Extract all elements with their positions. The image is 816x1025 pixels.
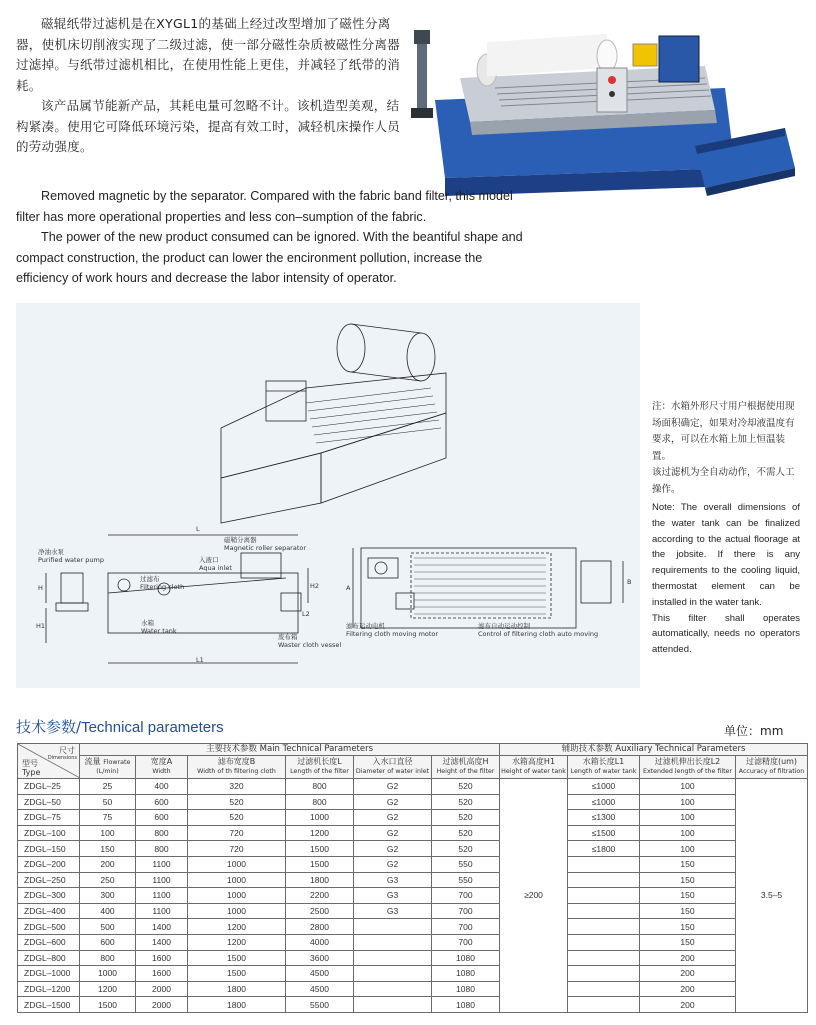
cell-l2: 100 [640, 779, 736, 795]
unit-label: 单位：mm [724, 724, 784, 738]
cell-l: 1000 [286, 810, 354, 826]
cell-h: 550 [432, 856, 500, 872]
cell-a: 1100 [136, 856, 188, 872]
cell-type: ZDGL–300 [18, 888, 80, 904]
table-row [18, 997, 808, 1013]
cell-l: 4500 [286, 981, 354, 997]
cell-h: 520 [432, 825, 500, 841]
dim-L1-label: L1 [196, 656, 204, 664]
table-row [18, 825, 808, 841]
cell-a: 800 [136, 825, 188, 841]
column-header: 过滤精度(um) Accuracy of filtration [736, 755, 808, 778]
table-row [18, 841, 808, 857]
table-row [18, 966, 808, 982]
note-chinese [652, 399, 802, 498]
main-params-header: 主要技术参数 Main Technical Parameters [80, 744, 500, 756]
cell-l1: ≤1000 [568, 779, 640, 795]
cell-inlet [354, 981, 432, 997]
note-en-1: Note: The overall dimensions of the water tank can be finalized according to the actual floorage at the jobsite. If there is any requirements to the cooling liquid, thermostat element can be installed in the water tank. [652, 502, 800, 608]
cell-l: 4500 [286, 966, 354, 982]
dim-H1-label: H1 [36, 622, 46, 630]
cell-b: 1500 [188, 966, 286, 982]
dim-L-label: L [196, 525, 200, 533]
cell-l1: ≤1300 [568, 810, 640, 826]
cell-l2: 150 [640, 856, 736, 872]
cell-l: 800 [286, 779, 354, 795]
cell-h: 520 [432, 794, 500, 810]
cell-l: 1500 [286, 841, 354, 857]
cell-flow: 50 [80, 794, 136, 810]
cell-b: 720 [188, 825, 286, 841]
technical-drawing-panel [16, 303, 640, 688]
cell-flow: 800 [80, 950, 136, 966]
cell-l2: 150 [640, 888, 736, 904]
cell-b: 1000 [188, 888, 286, 904]
column-header: 水箱长度L1 Length of water tank [568, 755, 640, 778]
table-row [18, 888, 808, 904]
table-row [18, 919, 808, 935]
cell-flow: 1200 [80, 981, 136, 997]
dim-H2-label: H2 [310, 582, 320, 590]
cell-flow: 75 [80, 810, 136, 826]
section-title: 技术参数/Technical parameters [16, 718, 224, 736]
cell-inlet [354, 950, 432, 966]
cell-h1-merged: ≥200 [500, 779, 568, 1013]
cell-l2: 100 [640, 825, 736, 841]
cell-type: ZDGL–1000 [18, 966, 80, 982]
cell-b: 720 [188, 841, 286, 857]
cell-inlet: G2 [354, 841, 432, 857]
cell-type: ZDGL–400 [18, 903, 80, 919]
cell-h: 1080 [432, 950, 500, 966]
dim-B-label: B [627, 578, 632, 586]
intro-cn-paragraph-2: 该产品属节能新产品，其耗电量可忽略不计。该机造型美观，结构紧凑。使用它可降低环境污染，提高有效工时，减轻机床操作人员的劳动强度。 [16, 98, 401, 154]
table-row [18, 810, 808, 826]
cell-inlet [354, 919, 432, 935]
note-cn-1: 注：水箱外形尺寸用户根据使用现场面积确定，如果对冷却液温度有要求，可以在水箱上加上恒温装置。 [652, 401, 795, 462]
cell-inlet: G3 [354, 888, 432, 904]
cell-flow: 25 [80, 779, 136, 795]
cell-h: 700 [432, 888, 500, 904]
separator-label: 磁鞘分离器 Magnetic roller separator [224, 536, 307, 552]
cell-flow: 250 [80, 872, 136, 888]
tank-label: 水箱 Water tank [141, 619, 177, 635]
cell-l: 2200 [286, 888, 354, 904]
cell-a: 2000 [136, 981, 188, 997]
cell-l: 2800 [286, 919, 354, 935]
cell-l: 800 [286, 794, 354, 810]
cell-b: 520 [188, 794, 286, 810]
cell-l: 3600 [286, 950, 354, 966]
inlet-label: 入液口 Aqua inlet [199, 556, 232, 572]
dim-H-label: H [38, 584, 43, 592]
cell-l1: ≤1500 [568, 825, 640, 841]
cell-a: 400 [136, 779, 188, 795]
cell-l1: ≤1800 [568, 841, 640, 857]
cell-b: 520 [188, 810, 286, 826]
note-en-2: This filter shall operates automatically, needs no operators attended. [652, 612, 800, 656]
vessel-label: 废布箱 Waster cloth vessel [278, 633, 342, 649]
table-row [18, 981, 808, 997]
cell-flow: 1500 [80, 997, 136, 1013]
cell-inlet: G2 [354, 825, 432, 841]
intro-en-paragraph-2: The power of the new product consumed can be ignored. With the beantiful shape and compact construction, the product can lower the encironment pollution, increase the efficiency of work hours and decrease the labor intensity of operator. [16, 230, 523, 285]
column-header: 过滤机高度H Height of the filter [432, 755, 500, 778]
cell-accuracy-merged: 3.5–5 [736, 779, 808, 1013]
cell-l2: 150 [640, 872, 736, 888]
cell-a: 1100 [136, 888, 188, 904]
cell-flow: 300 [80, 888, 136, 904]
cell-type: ZDGL–1200 [18, 981, 80, 997]
cell-b: 1000 [188, 856, 286, 872]
cell-h: 520 [432, 779, 500, 795]
cell-l2: 200 [640, 966, 736, 982]
cell-l2: 200 [640, 981, 736, 997]
intro-en-paragraph-1: Removed magnetic by the separator. Compared with the fabric band filter, this model filter has more operational properties and less con–sumption of the fabric. [16, 189, 513, 224]
cell-h: 550 [432, 872, 500, 888]
cell-l: 1200 [286, 825, 354, 841]
note-english [652, 500, 800, 658]
cell-inlet [354, 966, 432, 982]
cell-l: 1500 [286, 856, 354, 872]
cell-l2: 200 [640, 950, 736, 966]
cell-l1 [568, 950, 640, 966]
cell-flow: 400 [80, 903, 136, 919]
column-header: 滤布宽度B Width of th filtering cloth [188, 755, 286, 778]
column-header: 流量 Flowrate (L/min) [80, 755, 136, 778]
cell-inlet: G2 [354, 794, 432, 810]
dim-A-label: A [346, 584, 351, 592]
cell-inlet [354, 934, 432, 950]
cell-type: ZDGL–600 [18, 934, 80, 950]
cell-l2: 150 [640, 919, 736, 935]
cell-b: 1500 [188, 950, 286, 966]
table-row [18, 779, 808, 795]
cell-a: 1600 [136, 966, 188, 982]
corner-header: 尺寸 Dimensions 型号 Type [18, 744, 80, 779]
table-row [18, 872, 808, 888]
cell-flow: 100 [80, 825, 136, 841]
cell-type: ZDGL–150 [18, 841, 80, 857]
cell-type: ZDGL–50 [18, 794, 80, 810]
cell-a: 1400 [136, 934, 188, 950]
cell-inlet: G2 [354, 779, 432, 795]
cell-l2: 200 [640, 997, 736, 1013]
cell-h: 520 [432, 841, 500, 857]
table-row [18, 794, 808, 810]
cloth-label: 过滤布 Filtering cloth [140, 575, 185, 591]
dim-L2-label: L2 [302, 610, 310, 618]
cell-l1: ≤1000 [568, 794, 640, 810]
cell-type: ZDGL–1500 [18, 997, 80, 1013]
cell-b: 320 [188, 779, 286, 795]
cell-l: 1800 [286, 872, 354, 888]
cell-a: 800 [136, 841, 188, 857]
cell-inlet [354, 997, 432, 1013]
cell-type: ZDGL–75 [18, 810, 80, 826]
intro-english [16, 186, 536, 289]
cell-l1 [568, 888, 640, 904]
cell-b: 1000 [188, 903, 286, 919]
cell-l1 [568, 903, 640, 919]
cell-l2: 100 [640, 810, 736, 826]
table-row [18, 903, 808, 919]
pump-label: 净油水泵 Purified water pump [38, 548, 104, 564]
cell-inlet: G3 [354, 903, 432, 919]
cell-inlet: G2 [354, 856, 432, 872]
cell-flow: 1000 [80, 966, 136, 982]
cell-l1 [568, 997, 640, 1013]
cell-b: 1200 [188, 919, 286, 935]
cell-flow: 200 [80, 856, 136, 872]
cell-l2: 100 [640, 841, 736, 857]
cell-l1 [568, 919, 640, 935]
cell-l2: 150 [640, 903, 736, 919]
cell-l2: 150 [640, 934, 736, 950]
note-cn-2: 该过滤机为全自动动作，不需人工操作。 [652, 467, 795, 495]
column-header: 水箱高度H1 Height of water tank [500, 755, 568, 778]
cell-type: ZDGL–200 [18, 856, 80, 872]
aux-params-header: 辅助技术参数 Auxiliary Technical Parameters [500, 744, 808, 756]
cell-a: 1400 [136, 919, 188, 935]
intro-cn-paragraph-1: 磁辊纸带过滤机是在XYGL1的基础上经过改型增加了磁性分离器，使机床切削液实现了二级过滤，使一部分磁性杂质被磁性分离器过滤掉。与纸带过滤机相比，在使用性能上更佳，并减轻了纸带的消耗。 [16, 16, 401, 93]
cell-inlet: G3 [354, 872, 432, 888]
cell-h: 700 [432, 919, 500, 935]
control-label: 滤布自动运动控制 Control of filtering cloth auto moving [478, 622, 599, 638]
motor-label: 滤布运动电机 Filtering cloth moving motor [346, 622, 439, 638]
cell-h: 700 [432, 903, 500, 919]
cell-b: 1800 [188, 981, 286, 997]
table-row [18, 934, 808, 950]
cell-b: 1200 [188, 934, 286, 950]
column-header: 入水口直径 Diameter of water inlet [354, 755, 432, 778]
cell-type: ZDGL–250 [18, 872, 80, 888]
cell-l1 [568, 966, 640, 982]
cell-l1 [568, 981, 640, 997]
cell-l: 2500 [286, 903, 354, 919]
table-row [18, 856, 808, 872]
intro-chinese [16, 14, 404, 158]
cell-l1 [568, 856, 640, 872]
table-row [18, 950, 808, 966]
cell-a: 2000 [136, 997, 188, 1013]
cell-a: 1600 [136, 950, 188, 966]
cell-a: 600 [136, 794, 188, 810]
cell-type: ZDGL–500 [18, 919, 80, 935]
cell-a: 1100 [136, 903, 188, 919]
cell-a: 1100 [136, 872, 188, 888]
spec-table [17, 743, 808, 1013]
cell-a: 600 [136, 810, 188, 826]
column-header: 过滤机长度L Length of the filter [286, 755, 354, 778]
cell-l: 4000 [286, 934, 354, 950]
cell-h: 1080 [432, 997, 500, 1013]
column-header: 宽度A Width [136, 755, 188, 778]
cell-h: 700 [432, 934, 500, 950]
cell-h: 1080 [432, 981, 500, 997]
cell-inlet: G2 [354, 810, 432, 826]
cell-b: 1000 [188, 872, 286, 888]
cell-l2: 100 [640, 794, 736, 810]
cell-flow: 600 [80, 934, 136, 950]
cell-type: ZDGL–100 [18, 825, 80, 841]
cell-flow: 500 [80, 919, 136, 935]
cell-b: 1800 [188, 997, 286, 1013]
cell-l: 5500 [286, 997, 354, 1013]
cell-l1 [568, 872, 640, 888]
cell-flow: 150 [80, 841, 136, 857]
cell-h: 1080 [432, 966, 500, 982]
cell-l1 [568, 934, 640, 950]
cell-type: ZDGL–800 [18, 950, 80, 966]
column-header: 过滤机伸出长度L2 Extended length of the filter [640, 755, 736, 778]
cell-type: ZDGL–25 [18, 779, 80, 795]
cell-h: 520 [432, 810, 500, 826]
